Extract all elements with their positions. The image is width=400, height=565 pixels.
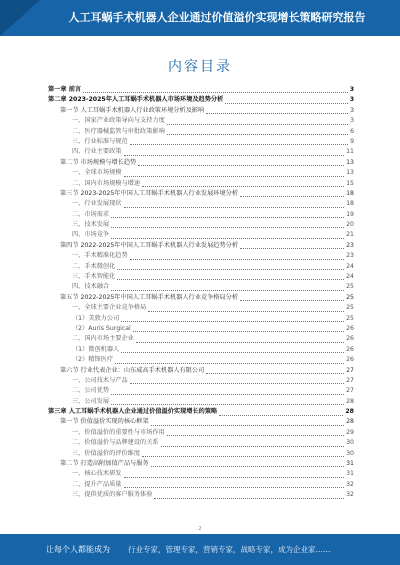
toc-entry-page: 32 [346,491,354,499]
toc-leader-dots [111,290,344,291]
page-footer-band [0,534,400,565]
toc-entry[interactable] [48,116,354,126]
toc-entry[interactable] [48,303,354,313]
toc-entry-page: 24 [346,273,354,281]
toc-entry-title: 第三节 2023-2025年中国人工耳蜗手术机器人行业发展环境分析 [60,189,239,197]
toc-entry-title: 三、价值溢价的评价维度 [72,449,141,457]
toc-entry-title: （1）微创机器人 [72,345,120,353]
toc-entry[interactable] [48,334,354,344]
toc-leader-dots [130,259,344,260]
toc-leader-dots [133,331,344,332]
toc-leader-dots [121,352,344,353]
toc-entry-page: 32 [346,480,354,488]
table-of-contents [48,85,354,501]
toc-entry[interactable] [48,459,354,469]
toc-leader-dots [167,124,348,125]
toc-leader-dots [111,394,344,395]
toc-entry-title: 三、行业标准与规范 [72,137,128,145]
toc-leader-dots [142,186,344,187]
toc-entry[interactable] [48,397,354,407]
toc-entry[interactable] [48,449,354,459]
toc-entry-page: 28 [345,408,354,416]
toc-leader-dots [151,466,345,467]
toc-entry[interactable] [48,262,354,272]
toc-entry-page: 29 [346,428,354,436]
toc-entry-title: 第六节 行业代表企业：山东威高手术机器人有限公司 [60,366,205,374]
toc-entry[interactable] [48,189,354,199]
toc-entry[interactable] [48,376,354,386]
toc-entry-title: 第二节 打造高附加值产品与服务 [60,460,149,468]
toc-entry-page: 11 [346,148,354,156]
toc-entry-page: 30 [346,449,354,457]
toc-leader-dots [124,207,345,208]
toc-entry[interactable] [48,345,354,355]
toc-entry-title: 第四节 2022-2025年中国人工耳蜗手术机器人行业发展趋势分析 [60,241,239,249]
toc-leader-dots [206,373,344,374]
toc-entry-page: 3 [350,106,354,114]
toc-entry-page: 18 [346,200,354,208]
toc-entry[interactable] [48,220,354,230]
toc-leader-dots [219,415,343,416]
toc-entry-title: 一、公司技术与产品 [72,376,128,384]
toc-entry-page: 25 [346,314,354,322]
toc-leader-dots [136,342,344,343]
toc-entry-title: 四、行业主要政策 [72,148,122,156]
toc-entry-page: 27 [346,376,354,384]
toc-leader-dots [240,196,344,197]
toc-entry[interactable] [48,158,354,168]
page-number: 2 [198,526,202,532]
toc-entry[interactable] [48,127,354,137]
toc-entry-page: 26 [346,335,354,343]
toc-entry-title: 第二章 2023-2025年人工耳蜗手术机器人市场环境及趋势分析 [48,96,224,104]
toc-entry-title: 二、国内市场主要企业 [72,335,134,343]
toc-leader-dots [111,238,344,239]
toc-entry-page: 28 [346,418,354,426]
toc-entry[interactable] [48,95,354,105]
toc-entry[interactable] [48,407,354,417]
toc-entry-title: 二、价值溢价与品牌建设的关系 [72,439,159,447]
toc-entry[interactable] [48,490,354,500]
toc-leader-dots [121,321,344,322]
toc-entry-page: 26 [346,324,354,332]
toc-entry-title: （1）美敦力公司 [72,314,120,322]
toc-leader-dots [138,165,344,166]
toc-leader-dots [167,134,348,135]
toc-leader-dots [124,155,345,156]
toc-leader-dots [161,446,345,447]
toc-entry[interactable] [48,366,354,376]
toc-entry-page: 24 [346,262,354,270]
toc-entry-page: 25 [346,293,354,301]
toc-entry-page: 23 [346,241,354,249]
toc-entry-page: 28 [346,397,354,405]
toc-leader-dots [83,92,348,93]
toc-entry-page: 3 [349,85,354,93]
footer-slogan: 让每个人都能成为 [46,545,110,554]
toc-entry-title: 三、技术发展 [72,221,110,229]
toc-entry[interactable] [48,272,354,282]
toc-entry-page: 13 [346,158,354,166]
toc-entry[interactable] [48,85,354,95]
toc-entry[interactable] [48,230,354,240]
toc-entry-page: 26 [346,356,354,364]
toc-entry-page: 3 [349,96,354,104]
toc-entry-title: 第一节 人工耳蜗手术机器人行业政策环境分析及影响 [60,106,205,114]
toc-entry-title: 一、价值溢价的重要性与市场作用 [72,428,165,436]
toc-leader-dots [124,176,345,177]
toc-entry[interactable] [48,469,354,479]
toc-entry[interactable] [48,386,354,396]
toc-entry-page: 30 [346,439,354,447]
toc-entry-page: 31 [346,470,354,478]
toc-entry[interactable] [48,168,354,178]
toc-entry-page: 26 [346,345,354,353]
toc-entry[interactable] [48,293,354,303]
toc-entry-title: 二、市场需求 [72,210,110,218]
toc-entry-page: 9 [350,137,354,145]
toc-entry[interactable] [48,199,354,209]
toc-entry-page: 18 [346,189,354,197]
toc-entry-page: 15 [346,179,354,187]
toc-heading: 内容目录 [168,59,232,75]
toc-entry-page: 6 [350,127,354,135]
toc-entry-title: 第一章 前言 [48,85,82,93]
toc-leader-dots [130,383,344,384]
toc-leader-dots [206,113,348,114]
toc-entry[interactable] [48,314,354,324]
toc-leader-dots [151,425,345,426]
toc-entry-page: 13 [346,169,354,177]
toc-leader-dots [240,248,344,249]
toc-entry-title: （2）Auris Surgical [72,324,131,332]
toc-leader-dots [124,487,345,488]
toc-entry-page: 19 [346,210,354,218]
toc-entry-title: 一、全球主要企业竞争格局 [72,304,147,312]
toc-entry[interactable] [48,355,354,365]
toc-entry-page: 27 [346,366,354,374]
toc-entry[interactable] [48,324,354,334]
toc-entry[interactable] [48,251,354,261]
toc-entry-title: 二、提升产品质量 [72,480,122,488]
toc-entry-page: 21 [346,231,354,239]
page-header-band [0,0,400,36]
toc-leader-dots [130,144,348,145]
toc-leader-dots [111,217,344,218]
toc-entry[interactable] [48,137,354,147]
toc-entry-page: 31 [346,460,354,468]
toc-entry-title: 一、手术精准化趋势 [72,252,128,260]
toc-entry-title: （2）精锋医疗 [72,356,114,364]
toc-entry-page: 25 [346,304,354,312]
toc-entry[interactable] [48,418,354,428]
toc-entry[interactable] [48,428,354,438]
toc-entry-title: 二、国内市场规模与增速 [72,179,141,187]
toc-entry-title: 一、国家产业政策导向与支持力度 [72,117,165,125]
toc-entry-page: 20 [346,221,354,229]
toc-leader-dots [154,498,344,499]
toc-entry-page: 27 [346,387,354,395]
toc-leader-dots [111,227,344,228]
toc-leader-dots [148,311,344,312]
toc-entry[interactable] [48,106,354,116]
toc-entry-title: 四、市场竞争 [72,231,110,239]
toc-entry-title: 二、手术微创化 [72,262,116,270]
toc-leader-dots [117,269,344,270]
toc-entry-title: 一、全球市场规模 [72,169,122,177]
toc-entry[interactable] [48,438,354,448]
toc-entry-title: 第五节 2022-2025年中国人工耳蜗手术机器人行业竞争格局分析 [60,293,239,301]
toc-leader-dots [117,279,344,280]
toc-entry-title: 一、核心技术研发 [72,470,122,478]
toc-entry-title: 四、技术融合 [72,283,110,291]
toc-entry-title: 第三章 人工耳蜗手术机器人企业通过价值溢价实现增长的策略 [48,408,218,416]
toc-entry-title: 第二节 市场规模与增长趋势 [60,158,137,166]
toc-entry-title: 二、医疗器械监管与审批政策影响 [72,127,165,135]
toc-entry-page: 23 [346,252,354,260]
toc-entry-title: 一、行业发展现状 [72,200,122,208]
report-title: 人工耳蜗手术机器人企业通过价值溢价实现增长策略研究报告 [68,11,366,24]
toc-entry[interactable] [48,282,354,292]
header-accent-wedge [0,0,40,36]
toc-entry[interactable] [48,480,354,490]
toc-leader-dots [124,477,345,478]
toc-leader-dots [115,363,344,364]
toc-entry[interactable] [48,241,354,251]
footer-tagline: 行业专家，管理专家，营销专家，战略专家，成为企业家…… [128,545,331,554]
toc-entry[interactable] [48,147,354,157]
toc-leader-dots [111,404,344,405]
toc-entry[interactable] [48,179,354,189]
toc-leader-dots [225,103,347,104]
toc-leader-dots [142,456,344,457]
toc-entry-title: 二、公司优势 [72,387,110,395]
toc-entry[interactable] [48,210,354,220]
toc-entry-title: 三、提供优质的客户服务体验 [72,491,153,499]
toc-leader-dots [240,300,344,301]
toc-entry-title: 第一节 价值溢价实现的核心框架 [60,418,149,426]
toc-entry-title: 三、公司发展 [72,397,110,405]
toc-entry-page: 3 [350,117,354,125]
toc-leader-dots [167,435,344,436]
toc-entry-page: 25 [346,283,354,291]
toc-entry-title: 三、手术智能化 [72,273,116,281]
